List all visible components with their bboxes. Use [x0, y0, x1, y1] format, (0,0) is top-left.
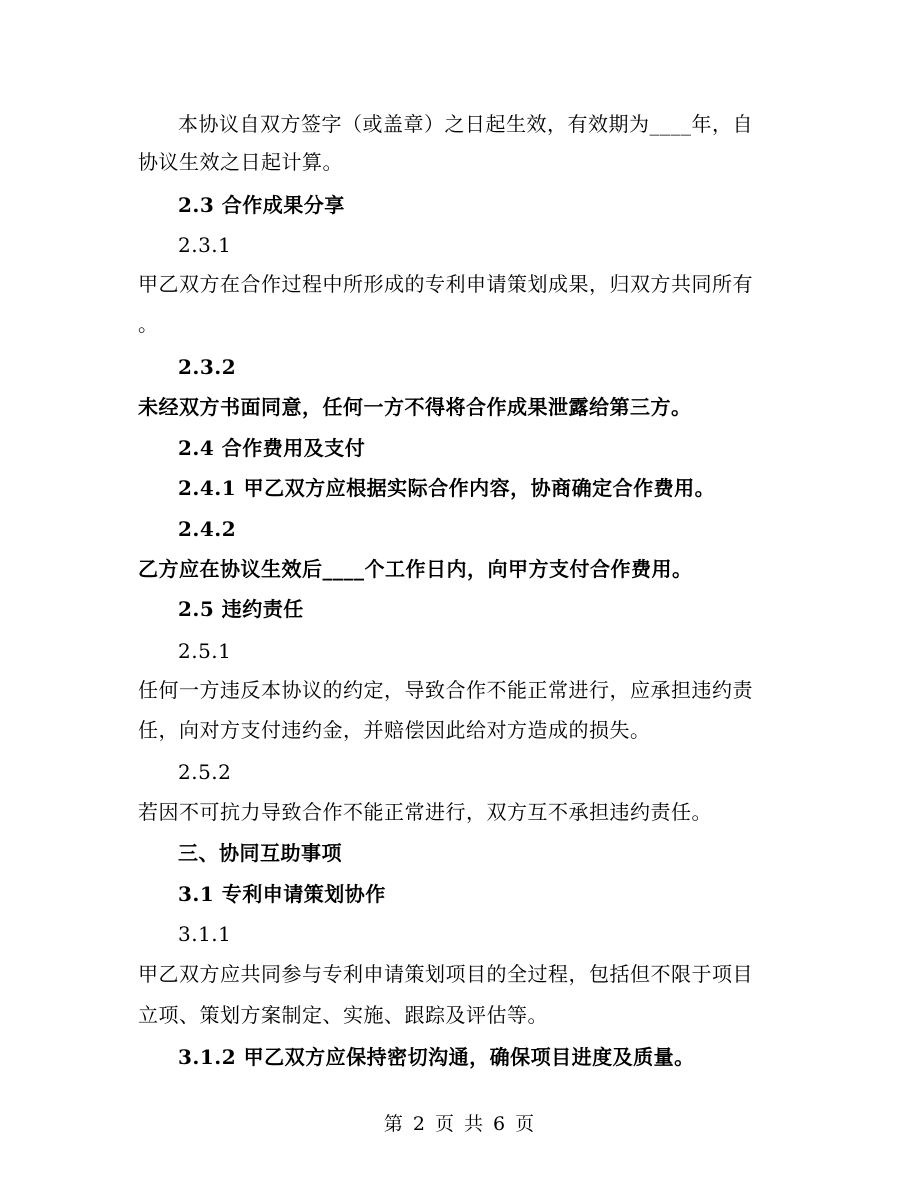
clause-number: 2.5.1 [178, 639, 232, 663]
section-heading: 2.4 合作费用及支付 [178, 436, 366, 460]
paragraph-line: 。 [138, 312, 159, 336]
paragraph-line: 协议生效之日起计算。 [138, 150, 343, 174]
clause-number: 3.1.1 [178, 922, 232, 946]
paragraph-line: 立项、策划方案制定、实施、跟踪及评估等。 [138, 1003, 548, 1027]
paragraph-line: 若因不可抗力导致合作不能正常进行，双方互不承担违约责任。 [138, 800, 712, 824]
section-heading: 2.3 合作成果分享 [178, 193, 345, 217]
paragraph-line: 甲乙双方应共同参与专利申请策划项目的全过程，包括但不限于项目 [138, 962, 753, 986]
clause-line: 3.1.2 甲乙双方应保持密切沟通，确保项目进度及质量。 [178, 1045, 695, 1069]
clause-number: 2.5.2 [178, 760, 232, 784]
paragraph-line: 任，向对方支付违约金，并赔偿因此给对方造成的损失。 [138, 718, 651, 742]
section-heading: 2.5 违约责任 [178, 597, 304, 621]
paragraph-line: 本协议自双方签字（或盖章）之日起生效，有效期为____年，自 [178, 112, 753, 136]
paragraph-line: 任何一方违反本协议的约定，导致合作不能正常进行，应承担违约责 [138, 678, 753, 702]
page-number-footer: 第 2 页 共 6 页 [383, 1113, 537, 1135]
clause-number: 2.3.2 [178, 355, 237, 379]
clause-number: 2.4.2 [178, 517, 237, 541]
paragraph-line: 未经双方书面同意，任何一方不得将合作成果泄露给第三方。 [138, 395, 692, 419]
section-heading: 三、协同互助事项 [178, 841, 342, 865]
clause-line: 2.4.1 甲乙双方应根据实际合作内容，协商确定合作费用。 [178, 476, 716, 500]
paragraph-line: 乙方应在协议生效后____个工作日内，向甲方支付合作费用。 [138, 557, 693, 581]
paragraph-line: 甲乙双方在合作过程中所形成的专利申请策划成果，归双方共同所有 [138, 272, 753, 296]
clause-number: 2.3.1 [178, 233, 232, 257]
section-heading: 3.1 专利申请策划协作 [178, 882, 386, 906]
